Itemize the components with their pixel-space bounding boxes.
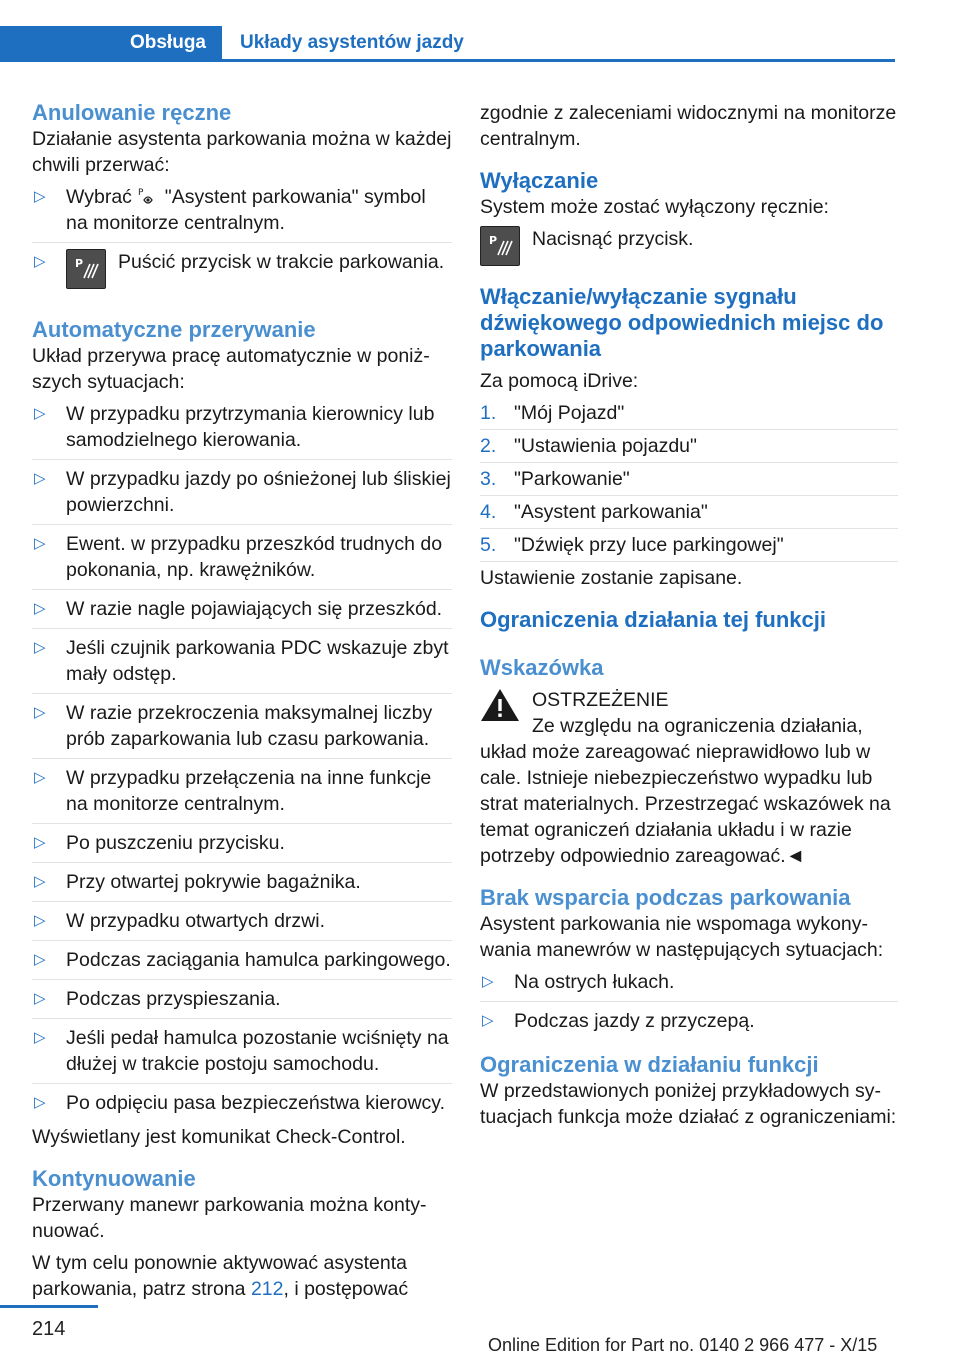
paragraph: Asystent parkowania nie wspomaga wykonywania manewrów w następujących sytuacjach: — [480, 913, 884, 961]
list-item: ▷ W przypadku przełączenia na inne funkcje na monitorze centralnym. — [32, 765, 452, 824]
triangle-bullet-icon: ▷ — [34, 1029, 46, 1046]
triangle-bullet-icon: ▷ — [34, 253, 46, 270]
warning-text: układ może zareagować nieprawidłowo lub w cale. Istnieje niebezpieczeństwo wypadku lub strat materialnych. Przestrzegać wskazówek na temat ograniczeń działania układu i w razie potrzeby odpowiednio zareagować.◄ — [480, 741, 891, 867]
triangle-bullet-icon: ▷ — [34, 704, 46, 721]
numbered-step: 1. "Mój Pojazd" — [480, 400, 898, 430]
numbered-step: 2. "Ustawienia pojazdu" — [480, 433, 898, 463]
svg-text:P: P — [75, 257, 84, 270]
triangle-bullet-icon: ▷ — [34, 769, 46, 786]
paragraph: Działanie asystenta parkowania można w każdej chwili przerwać: — [32, 128, 452, 176]
paragraph: W przedstawionych poniżej przykładowych sytuacjach funkcja może działać z ograniczeniami: — [480, 1080, 897, 1128]
left-column — [32, 100, 452, 1308]
triangle-bullet-icon: ▷ — [34, 639, 46, 656]
triangle-bullet-icon: ▷ — [34, 470, 46, 487]
warning-title: OSTRZEŻENIE — [532, 689, 669, 711]
list-item: ▷ Przy otwartej pokrywie bagażnika. — [32, 869, 452, 902]
section-tab: Układy asystentów jazdy — [240, 32, 464, 53]
triangle-bullet-icon: ▷ — [34, 600, 46, 617]
list-item: ▷ Ewent. w przypadku przeszkód trudnych do pokonania, np. krawężników. — [32, 531, 452, 590]
warning-triangle-icon — [480, 687, 520, 723]
heading-note: Wskazówka — [480, 655, 604, 680]
header-divider — [0, 59, 895, 62]
paragraph: Układ przerywa pracę automatycznie w poniższych sytuacjach: — [32, 345, 430, 393]
triangle-bullet-icon: ▷ — [34, 188, 46, 205]
heading-manual-cancel: Anulowanie ręczne — [32, 100, 232, 125]
right-column — [480, 100, 898, 1136]
list-item: ▷ Jeśli pedał hamulca pozostanie wciśnięty na dłużej w trakcie postoju samochodu. — [32, 1025, 452, 1084]
heading-function-limits: Ograniczenia działania tej funkcji — [480, 607, 826, 632]
list-item: ▷ P Puścić przycisk w trakcie parkowania. — [32, 249, 452, 295]
bullet-list — [32, 401, 452, 1122]
page-header — [0, 0, 960, 62]
paragraph: W tym celu ponownie aktywować asystenta parkowania, patrz strona 212, i postępować — [32, 1252, 409, 1300]
edition-footer: Online Edition for Part no. 0140 2 966 477 - X/15 — [488, 1335, 878, 1355]
list-item: ▷ Podczas jazdy z przyczepą. — [482, 1010, 755, 1032]
list-item: ▷ W przypadku jazdy po ośnieżonej lub śliskiej powierzchni. — [32, 466, 452, 525]
list-item: ▷ Po odpięciu pasa bezpieczeństwa kierowcy. — [34, 1092, 446, 1114]
page-link[interactable]: 212 — [250, 1278, 284, 1300]
triangle-bullet-icon: ▷ — [34, 951, 46, 968]
triangle-bullet-icon: ▷ — [34, 873, 46, 890]
warning-first-line: Ze względu na ograniczenia działania, — [532, 715, 863, 737]
list-item: ▷ W przypadku przytrzymania kierownicy lub samodzielnego kierowania. — [32, 401, 452, 460]
triangle-bullet-icon: ▷ — [34, 912, 46, 929]
list-item: ▷ W przypadku otwartych drzwi. — [32, 908, 452, 941]
list-item: ▷ Podczas zaciągania hamulca parkingowego. — [32, 947, 452, 980]
triangle-bullet-icon: ▷ — [34, 1094, 46, 1111]
list-item: ▷ W razie nagle pojawiających się przeszkód. — [32, 596, 452, 629]
svg-text:P: P — [138, 188, 144, 198]
paragraph: Ustawienie zostanie zapisane. — [480, 567, 743, 589]
list-item: ▷ Wybrać P "Asystent parkowania" symbol na monitorze centralnym. — [32, 184, 452, 243]
triangle-bullet-icon: ▷ — [482, 1012, 494, 1029]
action-row: P Nacisnąć przycisk. — [480, 226, 898, 266]
heading-sound-signal: Włączanie/wyłączanie sygnału dźwiękowego odpowiednich miejsc do parkowania — [480, 284, 884, 361]
svg-text:P: P — [489, 234, 498, 247]
page-number: 214 — [32, 1318, 66, 1340]
park-assist-symbol-icon — [137, 186, 159, 206]
chapter-tab: Obsługa — [0, 26, 222, 60]
paragraph: zgodnie z zaleceniami widocznymi na monitorze centralnym. — [480, 102, 897, 150]
warning-block — [480, 687, 898, 739]
list-item: ▷ Podczas przyspieszania. — [32, 986, 452, 1019]
triangle-bullet-icon: ▷ — [34, 990, 46, 1007]
park-assist-button-icon — [66, 249, 106, 289]
numbered-step: 3. "Parkowanie" — [480, 466, 898, 496]
heading-switch-off: Wyłączanie — [480, 168, 599, 193]
paragraph: Wyświetlany jest komunikat Check-Control. — [32, 1126, 406, 1148]
list-item: ▷ Na ostrych łukach. — [480, 969, 898, 1002]
footer-divider — [0, 1305, 98, 1308]
list-item: ▷ W razie przekroczenia maksymalnej liczby prób zaparkowania lub czasu parkowania. — [32, 700, 452, 759]
bullet-list — [32, 184, 452, 295]
list-item: ▷ Po puszczeniu przycisku. — [32, 830, 452, 863]
paragraph: Za pomocą iDrive: — [480, 370, 639, 392]
list-item: ▷ Jeśli czujnik parkowania PDC wskazuje zbyt mały odstęp. — [32, 635, 452, 694]
numbered-step: 5. "Dźwięk przy luce parkingowej" — [480, 532, 898, 562]
paragraph: Przerwany manewr parkowania można kontynuować. — [32, 1194, 427, 1242]
triangle-bullet-icon: ▷ — [34, 834, 46, 851]
heading-continue: Kontynuowanie — [32, 1166, 196, 1191]
heading-automatic-interrupt: Automatyczne przerywanie — [32, 317, 316, 342]
triangle-bullet-icon: ▷ — [34, 405, 46, 422]
numbered-list — [480, 400, 898, 562]
heading-limits-in-function: Ograniczenia w działaniu funkcji — [480, 1052, 819, 1077]
heading-no-support: Brak wsparcia podczas parkowania — [480, 885, 851, 910]
paragraph: System może zostać wyłączony ręcznie: — [480, 196, 829, 218]
bullet-list — [480, 969, 898, 1040]
triangle-bullet-icon: ▷ — [482, 973, 494, 990]
park-assist-button-icon — [480, 226, 520, 266]
triangle-bullet-icon: ▷ — [34, 535, 46, 552]
numbered-step: 4. "Asystent parkowania" — [480, 499, 898, 529]
